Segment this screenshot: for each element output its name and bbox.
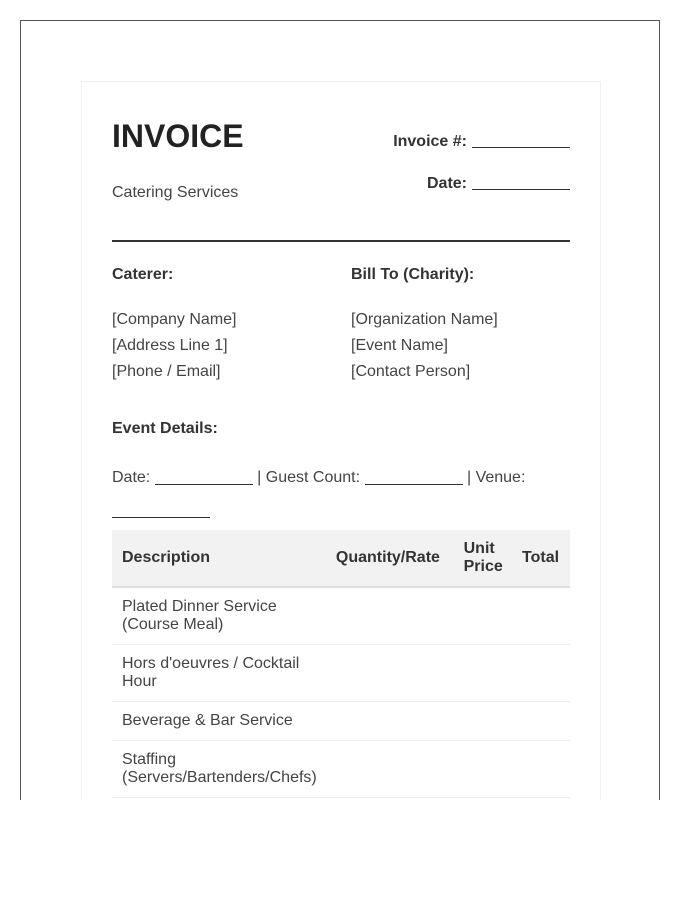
- table-row: [112, 702, 570, 741]
- event-separator: |: [466, 469, 472, 486]
- bill-to-contact-person: [Contact Person]: [351, 363, 471, 380]
- row-description: Hors d'oeuvres / Cocktail Hour: [112, 645, 328, 702]
- event-separator: |: [257, 469, 262, 486]
- caterer-heading: Caterer:: [112, 266, 174, 283]
- table-row: [112, 645, 570, 702]
- row-quantity-rate: [328, 741, 452, 798]
- row-quantity-rate: [328, 702, 452, 741]
- row-total: [518, 702, 570, 741]
- invoice-number-label: Invoice #:: [393, 133, 467, 150]
- invoice-date-blank: [472, 173, 570, 190]
- invoice-subtitle: Catering Services: [112, 184, 239, 201]
- event-details-line: [112, 461, 570, 527]
- invoice-number-row: [393, 131, 570, 152]
- guest-count-blank: [365, 468, 463, 485]
- guest-count-label: Guest Count:: [265, 469, 361, 486]
- row-quantity-rate: [328, 645, 452, 702]
- row-total: [518, 741, 570, 798]
- row-unit-price: [452, 702, 518, 741]
- event-date-blank: [155, 468, 253, 485]
- header-description: Description: [112, 530, 328, 587]
- invoice-number-blank: [472, 131, 570, 148]
- header-total: Total: [518, 530, 570, 587]
- caterer-contact: [Phone / Email]: [112, 363, 221, 380]
- row-description: Beverage & Bar Service: [112, 702, 328, 741]
- row-quantity-rate: [328, 587, 452, 645]
- invoice-header: [112, 112, 570, 242]
- event-date-label: Date:: [112, 469, 151, 486]
- parties-section: [112, 265, 570, 385]
- event-details-section: [112, 419, 570, 527]
- invoice-date-label: Date:: [426, 175, 467, 192]
- bill-to-organization: [Organization Name]: [351, 311, 498, 328]
- venue-label: Venue:: [475, 469, 526, 486]
- table-header-row: [112, 530, 570, 587]
- row-unit-price: [452, 587, 518, 645]
- row-unit-price: [452, 645, 518, 702]
- caterer-address: [Address Line 1]: [112, 337, 228, 354]
- row-unit-price: [452, 741, 518, 798]
- event-details-heading: Event Details:: [112, 420, 218, 437]
- row-description: Plated Dinner Service (Course Meal): [112, 587, 328, 645]
- invoice-date-row: [427, 173, 570, 194]
- bill-to-event-name: [Event Name]: [351, 337, 448, 354]
- bill-to-block: [351, 265, 581, 385]
- caterer-block: [112, 265, 342, 385]
- invoice-title: INVOICE: [112, 118, 244, 154]
- row-total: [518, 587, 570, 645]
- venue-blank: [112, 501, 210, 518]
- header-quantity-rate: Quantity/Rate: [328, 530, 452, 587]
- line-items-table: [112, 530, 570, 798]
- row-description: Staffing (Servers/Bartenders/Chefs): [112, 741, 328, 798]
- caterer-company-name: [Company Name]: [112, 311, 237, 328]
- table-row: [112, 587, 570, 645]
- table-row: [112, 741, 570, 798]
- bill-to-heading: Bill To (Charity):: [351, 266, 475, 283]
- row-total: [518, 645, 570, 702]
- header-unit-price: Unit Price: [452, 530, 518, 587]
